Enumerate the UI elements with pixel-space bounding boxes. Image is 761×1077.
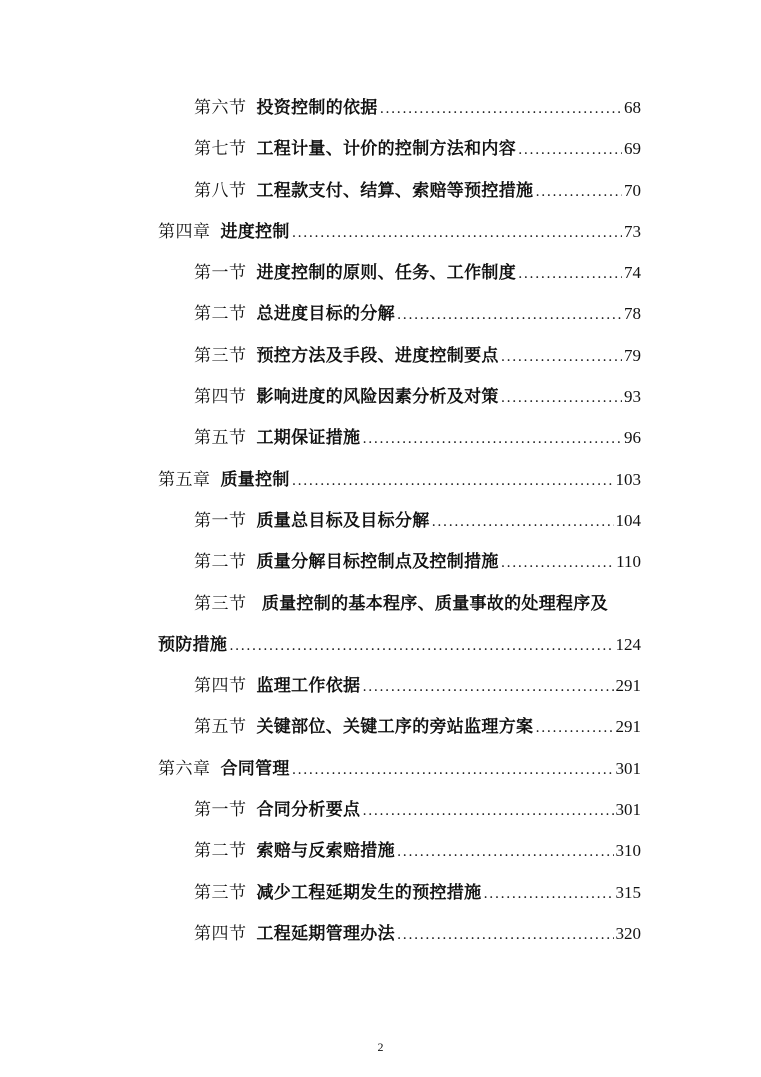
dot-leader bbox=[501, 386, 622, 410]
chapter-number: 第五章 bbox=[158, 469, 211, 490]
page-number: 301 bbox=[615, 758, 641, 778]
section-title: 索赔与反索赔措施 bbox=[256, 841, 395, 862]
page-number: 110 bbox=[616, 552, 641, 572]
page-number: 104 bbox=[615, 510, 641, 530]
page-number: 124 bbox=[615, 634, 641, 654]
toc-entry[interactable] bbox=[0, 666, 761, 707]
page-number: 320 bbox=[615, 923, 641, 943]
toc-chapter-entry[interactable] bbox=[0, 460, 761, 501]
section-number: 第七节 bbox=[194, 139, 247, 160]
page-number: 78 bbox=[624, 304, 641, 324]
section-title: 工期保证措施 bbox=[256, 428, 361, 449]
dot-leader bbox=[362, 675, 613, 699]
section-title: 关键部位、关键工序的旁站监理方案 bbox=[256, 717, 534, 738]
page-number: 310 bbox=[615, 841, 641, 861]
section-number: 第三节 bbox=[194, 593, 247, 614]
section-number: 第八节 bbox=[194, 180, 247, 201]
section-title: 工程计量、计价的控制方法和内容 bbox=[256, 139, 516, 160]
section-title: 工程款支付、结算、索赔等预控措施 bbox=[256, 180, 534, 201]
toc-entry[interactable] bbox=[0, 542, 761, 583]
dot-leader bbox=[483, 882, 613, 906]
section-title: 投资控制的依据 bbox=[256, 98, 378, 118]
dot-leader bbox=[397, 303, 622, 327]
toc-entry[interactable] bbox=[0, 129, 761, 170]
section-title: 工程延期管理办法 bbox=[256, 923, 395, 944]
section-number: 第三节 bbox=[194, 882, 247, 903]
section-number: 第四节 bbox=[194, 676, 247, 697]
dot-leader bbox=[362, 799, 613, 823]
dot-leader bbox=[380, 97, 622, 121]
section-title: 影响进度的风险因素分析及对策 bbox=[256, 387, 499, 408]
section-title: 质量控制的基本程序、质量事故的处理程序及 bbox=[261, 593, 608, 614]
page-number: 96 bbox=[624, 428, 641, 448]
toc-entry[interactable] bbox=[0, 88, 761, 129]
dot-leader bbox=[535, 180, 622, 204]
chapter-title: 进度控制 bbox=[220, 221, 290, 242]
toc-entry[interactable] bbox=[0, 253, 761, 294]
table-of-contents bbox=[0, 88, 761, 955]
chapter-title: 合同管理 bbox=[220, 758, 290, 779]
toc-entry[interactable] bbox=[0, 377, 761, 418]
toc-chapter-entry[interactable] bbox=[0, 212, 761, 253]
toc-entry[interactable] bbox=[0, 336, 761, 377]
page-number: 103 bbox=[615, 469, 641, 489]
section-title: 质量总目标及目标分解 bbox=[256, 510, 430, 531]
toc-entry-wrapped-first-line[interactable] bbox=[0, 584, 761, 625]
section-number: 第一节 bbox=[194, 800, 247, 821]
section-title: 总进度目标的分解 bbox=[256, 304, 395, 325]
page-number: 315 bbox=[615, 882, 641, 902]
dot-leader bbox=[397, 840, 614, 864]
section-number: 第一节 bbox=[194, 510, 247, 531]
toc-entry[interactable] bbox=[0, 418, 761, 459]
section-number: 第六节 bbox=[194, 98, 247, 118]
dot-leader bbox=[501, 551, 614, 575]
page-number: 70 bbox=[624, 180, 641, 200]
page-number: 291 bbox=[615, 717, 641, 737]
section-title: 监理工作依据 bbox=[256, 676, 361, 697]
toc-entry[interactable] bbox=[0, 914, 761, 955]
section-title: 合同分析要点 bbox=[256, 800, 361, 821]
dot-leader bbox=[397, 923, 614, 947]
dot-leader bbox=[501, 345, 622, 369]
toc-entry[interactable] bbox=[0, 294, 761, 335]
chapter-title: 质量控制 bbox=[220, 469, 290, 490]
dot-leader bbox=[292, 221, 622, 245]
page-number: 79 bbox=[624, 345, 641, 365]
page-number: 93 bbox=[624, 387, 641, 407]
dot-leader bbox=[535, 716, 613, 740]
toc-entry-wrapped-second-line[interactable] bbox=[0, 625, 761, 666]
section-title: 减少工程延期发生的预控措施 bbox=[256, 882, 482, 903]
toc-chapter-entry[interactable] bbox=[0, 749, 761, 790]
section-number: 第四节 bbox=[194, 387, 247, 408]
toc-entry[interactable] bbox=[0, 501, 761, 542]
page-number: 291 bbox=[615, 676, 641, 696]
toc-entry[interactable] bbox=[0, 171, 761, 212]
section-title-continuation: 预防措施 bbox=[158, 634, 228, 655]
dot-leader bbox=[229, 634, 613, 658]
page-number: 68 bbox=[624, 98, 641, 117]
dot-leader bbox=[518, 262, 622, 286]
dot-leader bbox=[292, 469, 614, 493]
toc-entry[interactable] bbox=[0, 873, 761, 914]
page-number: 73 bbox=[624, 221, 641, 241]
page-footer-number: 2 bbox=[377, 1040, 384, 1054]
section-number: 第二节 bbox=[194, 552, 247, 573]
dot-leader bbox=[362, 427, 622, 451]
section-title: 进度控制的原则、任务、工作制度 bbox=[256, 263, 516, 284]
section-number: 第五节 bbox=[194, 717, 247, 738]
page-number: 301 bbox=[615, 800, 641, 820]
toc-entry[interactable] bbox=[0, 790, 761, 831]
page-number: 74 bbox=[624, 263, 641, 283]
section-number: 第三节 bbox=[194, 345, 247, 366]
section-number: 第一节 bbox=[194, 263, 247, 284]
dot-leader bbox=[292, 758, 614, 782]
section-title: 质量分解目标控制点及控制措施 bbox=[256, 552, 499, 573]
toc-entry[interactable] bbox=[0, 831, 761, 872]
section-number: 第二节 bbox=[194, 841, 247, 862]
section-number: 第四节 bbox=[194, 923, 247, 944]
toc-entry[interactable] bbox=[0, 707, 761, 748]
page-number: 69 bbox=[624, 139, 641, 159]
dot-leader bbox=[432, 510, 614, 534]
dot-leader bbox=[518, 138, 622, 162]
section-number: 第五节 bbox=[194, 428, 247, 449]
section-number: 第二节 bbox=[194, 304, 247, 325]
chapter-number: 第六章 bbox=[158, 758, 211, 779]
chapter-number: 第四章 bbox=[158, 221, 211, 242]
section-title: 预控方法及手段、进度控制要点 bbox=[256, 345, 499, 366]
